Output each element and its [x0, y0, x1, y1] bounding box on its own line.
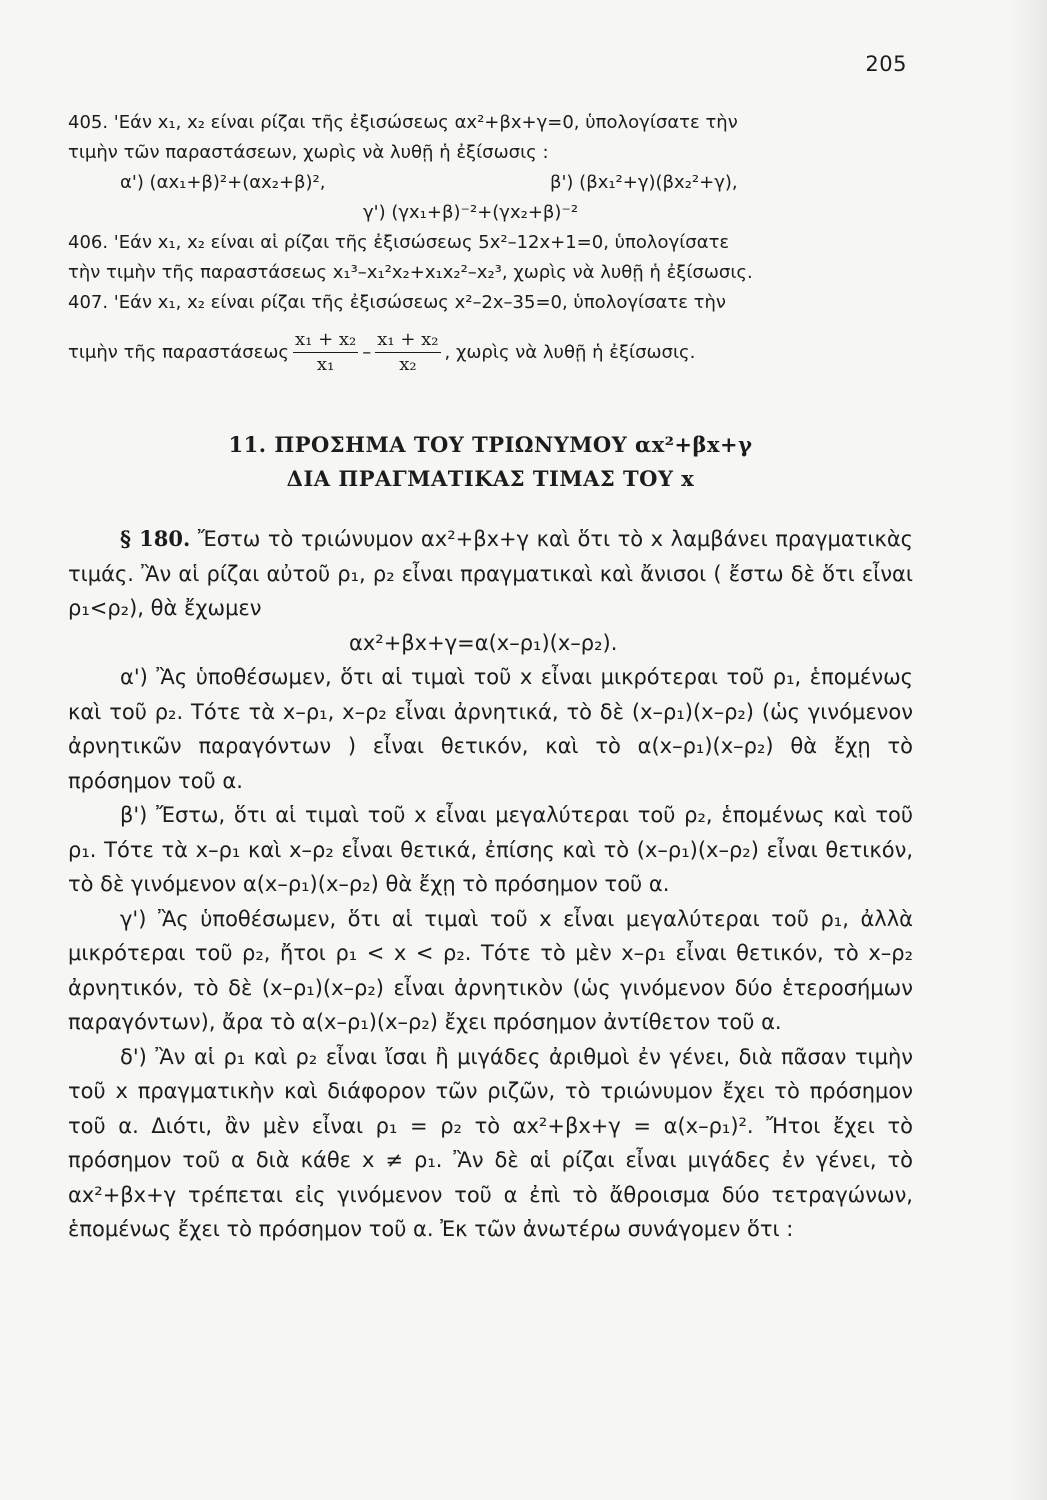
exercise-405-line2: τιμὴν τῶν παραστάσεων, χωρὶς νὰ λυθῇ ἡ ἐξίσωσις : — [68, 142, 549, 163]
paragraph-180 — [68, 522, 913, 626]
paragraph-case-a: α') Ἂς ὑποθέσωμεν, ὅτι αἱ τιμαὶ τοῦ x εἶναι μικρότεραι τοῦ ρ₁, ἑπομένως καὶ τοῦ ρ₂. Τότε τὰ x–ρ₁, x–ρ₂ εἶναι ἀρνητικά, τὸ δὲ (x–ρ₁)(x–ρ₂) (ὡς γινόμενον ἀρνητικῶν παραγόντων ) εἶναι θετικόν, καὶ τὸ α(x–ρ₁)(x–ρ₂) θὰ ἔχῃ τὸ πρόσημον τοῦ α. — [68, 665, 913, 793]
paragraph-case-c: γ') Ἂς ὑποθέσωμεν, ὅτι αἱ τιμαὶ τοῦ x εἶναι μεγαλύτεραι τοῦ ρ₁, ἀλλὰ μικρότεραι τοῦ ρ₂, ἤτοι ρ₁ < x < ρ₂. Τότε τὸ μὲν x–ρ₁ εἶναι θετικόν, τὸ x–ρ₂ ἀρνητικόν, τὸ δὲ (x–ρ₁)(x–ρ₂) εἶναι ἀρνητικὸν (ὡς γινόμενον δύο ἑτεροσήμων παραγόντων), ἄρα τὸ α(x–ρ₁)(x–ρ₂) ἔχει πρόσημον ἀντίθετον τοῦ α. — [68, 906, 913, 1034]
fraction-2-numerator: x₁ + x₂ — [375, 328, 440, 353]
fraction-1-denominator: x₁ — [316, 353, 335, 375]
minus-sign: – — [362, 341, 372, 363]
paragraph-180-text: Ἔστω τὸ τριώνυμον αx²+βx+γ καὶ ὅτι τὸ x λαμβάνει πραγματικὰς τιμάς. Ἂν αἱ ρίζαι αὐτοῦ ρ₁, ρ₂ εἶναι πραγματικαὶ καὶ ἄνισοι ( ἔστω δὲ ὅτι εἶναι ρ₁<ρ₂), θὰ ἔχωμεν — [68, 527, 913, 620]
fraction-2-denominator: x₂ — [399, 353, 417, 375]
section-heading-line2: ΔΙΑ ΠΡΑΓΜΑΤΙΚΑΣ ΤΙΜΑΣ ΤΟΥ x — [286, 466, 695, 491]
exercise-405-line1: 405. 'Εάν x₁, x₂ είναι ρίζαι τῆς ἐξισώσεως αx²+βx+γ=0, ὑπολογίσατε τὴν — [68, 112, 738, 133]
fraction-1 — [293, 328, 358, 377]
exercise-407-expression — [68, 322, 913, 382]
exercise-407-line1: 407. 'Εάν x₁, x₂ είναι ρίζαι τῆς ἐξισώσεως x²–2x–35=0, ὑπολογίσατε τὴν — [68, 292, 726, 313]
exercise-406-line1: 406. 'Εάν x₁, x₂ είναι αἱ ρίζαι τῆς ἐξισώσεως 5x²–12x+1=0, ὑπολογίσατε — [68, 232, 730, 253]
exercise-407-prefix: τιμὴν τῆς παραστάσεως — [68, 341, 289, 363]
exercise-407-suffix: , χωρὶς νὰ λυθῇ ἡ ἐξίσωσις. — [444, 341, 696, 363]
main-formula: αx²+βx+γ=α(x–ρ₁)(x–ρ₂). — [349, 630, 618, 655]
exercise-406-line2: τὴν τιμὴν τῆς παραστάσεως x₁³–x₁²x₂+x₁x₂²–x₂³, χωρὶς νὰ λυθῇ ἡ ἐξίσωσις. — [68, 262, 753, 283]
section-heading-line1: 11. ΠΡΟΣΗΜΑ ΤΟΥ ΤΡΙΩΝΥΜΟΥ αx²+βx+γ — [228, 432, 753, 457]
section-mark: § 180. — [120, 526, 191, 551]
page-edge-shadow — [1010, 0, 1047, 1500]
exercise-405-part-b: β') (βx₁²+γ)(βx₂²+γ), — [550, 172, 738, 193]
fraction-2 — [375, 328, 440, 377]
fraction-1-numerator: x₁ + x₂ — [293, 328, 358, 353]
page-number: 205 — [865, 52, 907, 76]
exercise-405-parts-ab — [68, 168, 913, 198]
exercise-405-part-a: α') (αx₁+β)²+(αx₂+β)², — [120, 172, 326, 193]
page-content — [68, 108, 913, 1247]
paragraph-case-b: β') Ἔστω, ὅτι αἱ τιμαὶ τοῦ x εἶναι μεγαλύτεραι τοῦ ρ₂, ἑπομένως καὶ τοῦ ρ₁. Τότε τὰ x–ρ₁ καὶ x–ρ₂ εἶναι θετικά, ἐπίσης καὶ τὸ (x–ρ₁)(x–ρ₂) εἶναι θετικόν, τὸ δὲ γινόμενον α(x–ρ₁)(x–ρ₂) θὰ ἔχῃ τὸ πρόσημον τοῦ α. — [68, 803, 913, 896]
paragraph-case-d: δ') Ἂν αἱ ρ₁ καὶ ρ₂ εἶναι ἴσαι ἢ μιγάδες ἀριθμοὶ ἐν γένει, διὰ πᾶσαν τιμὴν τοῦ x πραγματικὴν καὶ διάφορον τῶν ριζῶν, τὸ τριώνυμον ἔχει τὸ πρόσημον τοῦ α. Διότι, ἂν μὲν εἶναι ρ₁ = ρ₂ τὸ αx²+βx+γ = α(x–ρ₁)². Ἤτοι ἔχει τὸ πρόσημον τοῦ α διὰ κάθε x ≠ ρ₁. Ἂν δὲ αἱ ρίζαι εἶναι μιγάδες ἐν γένει, τὸ αx²+βx+γ τρέπεται εἰς γινόμενον τοῦ α ἐπὶ τὸ ἄθροισμα δύο τετραγώνων, ἑπομένως ἔχει τὸ πρόσημον τοῦ α. Ἐκ τῶν ἀνωτέρω συνάγομεν ὅτι : — [68, 1044, 913, 1241]
exercise-405-part-c: γ') (γx₁+β)⁻²+(γx₂+β)⁻² — [363, 202, 579, 223]
